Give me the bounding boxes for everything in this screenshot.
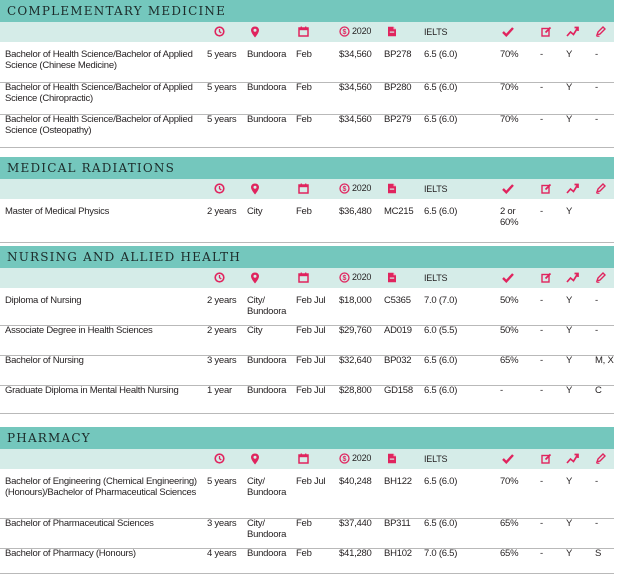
code-icon — [387, 453, 397, 467]
course-fee: $34,560 — [339, 114, 372, 125]
svg-text:$: $ — [342, 275, 347, 283]
check-icon — [502, 453, 514, 467]
course-col-edit: - — [540, 518, 543, 529]
svg-text:$: $ — [342, 186, 347, 194]
course-fee: $32,640 — [339, 355, 372, 366]
edit-icon — [541, 453, 552, 467]
pathway-icon — [566, 26, 579, 40]
course-name: Master of Medical Physics — [5, 206, 110, 217]
course-ielts: 6.5 (6.0) — [424, 355, 458, 366]
fee-icon — [339, 272, 350, 286]
course-name: Bachelor of Engineering (Chemical Engineering) (Honours)/Bachelor of Pharmaceutical Sciences — [5, 476, 197, 498]
course-col-edit: - — [540, 548, 543, 559]
section-title: COMPLEMENTARY MEDICINE — [0, 0, 614, 22]
course-row — [0, 356, 614, 386]
course-fee: $18,000 — [339, 295, 372, 306]
column-icons-row — [0, 449, 614, 469]
course-col-edit: - — [540, 385, 543, 396]
course-fee: $36,480 — [339, 206, 372, 217]
course-row — [0, 50, 614, 83]
duration-icon — [214, 453, 225, 467]
section-title: PHARMACY — [0, 427, 614, 449]
course-col-pathway: Y — [566, 548, 573, 559]
location-icon — [250, 453, 260, 468]
pen-icon — [595, 272, 606, 286]
course-name: Bachelor of Health Science/Bachelor of Applied Science (Chiropractic) — [5, 82, 193, 104]
course-col-edit: - — [540, 476, 543, 487]
course-entry-score: 65% — [500, 355, 519, 366]
course-fee: $40,248 — [339, 476, 372, 487]
course-name: Bachelor of Health Science/Bachelor of Applied Science (Osteopathy) — [5, 114, 193, 136]
section-title: NURSING AND ALLIED HEALTH — [0, 246, 614, 268]
calendar-icon — [298, 26, 309, 40]
course-intake: Feb — [296, 206, 312, 217]
check-icon — [502, 183, 514, 197]
code-icon — [387, 272, 397, 286]
course-col-notes: M, X — [595, 355, 614, 366]
pathway-icon — [566, 453, 579, 467]
course-entry-score: 50% — [500, 295, 519, 306]
calendar-icon — [298, 272, 309, 286]
ielts-label: IELTS — [424, 454, 448, 464]
course-intake: Feb — [296, 114, 312, 125]
course-row — [0, 519, 614, 549]
course-name: Bachelor of Pharmacy (Honours) — [5, 548, 136, 559]
course-col-pathway: Y — [566, 476, 573, 487]
course-location: Bundoora — [247, 385, 287, 396]
course-fee: $28,800 — [339, 385, 372, 396]
table-end-rule — [0, 573, 614, 574]
course-col-pathway: Y — [566, 385, 573, 396]
course-col-notes: - — [595, 476, 598, 487]
course-name: Diploma of Nursing — [5, 295, 82, 306]
course-code: BP279 — [384, 114, 412, 125]
course-entry-score: 70% — [500, 114, 519, 125]
course-fee: $41,280 — [339, 548, 372, 559]
course-col-notes: - — [595, 325, 598, 336]
course-location: City — [247, 206, 263, 217]
course-col-edit: - — [540, 355, 543, 366]
course-col-pathway: Y — [566, 355, 573, 366]
code-icon — [387, 183, 397, 197]
course-ielts: 6.5 (6.0) — [424, 114, 458, 125]
course-col-pathway: Y — [566, 295, 573, 306]
course-intake: Feb Jul — [296, 355, 326, 366]
fee-year-label: 2020 — [352, 26, 372, 36]
course-duration: 1 year — [207, 385, 232, 396]
course-intake: Feb — [296, 82, 312, 93]
course-intake: Feb — [296, 49, 312, 60]
check-icon — [502, 272, 514, 286]
course-entry-score: 70% — [500, 49, 519, 60]
course-row — [0, 83, 614, 115]
course-location: Bundoora — [247, 548, 287, 559]
calendar-icon — [298, 453, 309, 467]
course-col-notes: - — [595, 82, 598, 93]
course-ielts: 7.0 (7.0) — [424, 295, 458, 306]
pen-icon — [595, 183, 606, 197]
code-icon — [387, 26, 397, 40]
fee-year-label: 2020 — [352, 453, 372, 463]
duration-icon — [214, 183, 225, 197]
course-row — [0, 386, 614, 414]
course-location: Bundoora — [247, 49, 287, 60]
course-name: Associate Degree in Health Sciences — [5, 325, 153, 336]
svg-text:$: $ — [342, 29, 347, 37]
course-code: AD019 — [384, 325, 412, 336]
course-ielts: 6.5 (6.0) — [424, 476, 458, 487]
course-col-edit: - — [540, 325, 543, 336]
ielts-label: IELTS — [424, 273, 448, 283]
course-col-pathway: Y — [566, 49, 573, 60]
course-entry-score: 70% — [500, 82, 519, 93]
course-entry-score: 70% — [500, 476, 519, 487]
edit-icon — [541, 272, 552, 286]
course-col-notes: - — [595, 518, 598, 529]
course-col-notes: C — [595, 385, 602, 396]
course-col-pathway: Y — [566, 82, 573, 93]
edit-icon — [541, 183, 552, 197]
course-ielts: 6.5 (6.0) — [424, 49, 458, 60]
course-entry-score: 65% — [500, 548, 519, 559]
course-code: BP278 — [384, 49, 412, 60]
course-col-edit: - — [540, 295, 543, 306]
location-icon — [250, 26, 260, 41]
course-code: BP311 — [384, 518, 411, 529]
course-row — [0, 296, 614, 326]
course-fee: $29,760 — [339, 325, 372, 336]
course-ielts: 6.5 (6.0) — [424, 206, 458, 217]
course-location: City/ Bundoora — [247, 518, 287, 540]
column-icons-row — [0, 268, 614, 288]
pen-icon — [595, 26, 606, 40]
course-duration: 3 years — [207, 355, 237, 366]
location-icon — [250, 183, 260, 198]
section-title: MEDICAL RADIATIONS — [0, 157, 614, 179]
course-entry-score: 2 or 60% — [500, 206, 519, 228]
course-col-edit: - — [540, 206, 543, 217]
course-col-pathway: Y — [566, 325, 573, 336]
course-duration: 5 years — [207, 49, 237, 60]
course-duration: 2 years — [207, 206, 237, 217]
course-row — [0, 115, 614, 148]
svg-text:$: $ — [342, 456, 347, 464]
course-row — [0, 207, 614, 243]
course-name: Bachelor of Pharmaceutical Sciences — [5, 518, 154, 529]
course-fee: $34,560 — [339, 82, 372, 93]
course-code: BH102 — [384, 548, 412, 559]
course-code: GD158 — [384, 385, 413, 396]
pathway-icon — [566, 183, 579, 197]
course-duration: 2 years — [207, 295, 237, 306]
ielts-label: IELTS — [424, 27, 448, 37]
course-ielts: 6.5 (6.0) — [424, 82, 458, 93]
course-entry-score: - — [500, 385, 503, 396]
course-location: City/ Bundoora — [247, 476, 287, 498]
course-ielts: 6.5 (6.0) — [424, 518, 458, 529]
course-fee: $34,560 — [339, 49, 372, 60]
course-code: C5365 — [384, 295, 411, 306]
course-location: City/ Bundoora — [247, 295, 287, 317]
course-duration: 4 years — [207, 548, 237, 559]
pathway-icon — [566, 272, 579, 286]
course-name: Graduate Diploma in Mental Health Nursing — [5, 385, 179, 396]
course-intake: Feb — [296, 518, 312, 529]
course-location: Bundoora — [247, 82, 287, 93]
course-col-notes: - — [595, 49, 598, 60]
course-col-notes: S — [595, 548, 602, 559]
course-intake: Feb Jul — [296, 295, 326, 306]
fee-year-label: 2020 — [352, 183, 372, 193]
course-col-notes: - — [595, 114, 598, 125]
calendar-icon — [298, 183, 309, 197]
course-duration: 2 years — [207, 325, 237, 336]
course-location: Bundoora — [247, 355, 287, 366]
course-location: City — [247, 325, 263, 336]
course-duration: 5 years — [207, 114, 237, 125]
course-col-notes: - — [595, 295, 598, 306]
course-location: Bundoora — [247, 114, 287, 125]
course-row — [0, 549, 614, 576]
ielts-label: IELTS — [424, 184, 448, 194]
course-col-edit: - — [540, 49, 543, 60]
fee-year-label: 2020 — [352, 272, 372, 282]
course-col-edit: - — [540, 114, 543, 125]
duration-icon — [214, 272, 225, 286]
course-col-pathway: Y — [566, 518, 573, 529]
edit-icon — [541, 26, 552, 40]
column-icons-row — [0, 22, 614, 42]
course-col-edit: - — [540, 82, 543, 93]
course-fee: $37,440 — [339, 518, 372, 529]
course-col-pathway: Y — [566, 114, 573, 125]
course-duration: 5 years — [207, 82, 237, 93]
check-icon — [502, 26, 514, 40]
course-entry-score: 65% — [500, 518, 519, 529]
course-row — [0, 477, 614, 519]
course-ielts: 6.0 (5.5) — [424, 325, 458, 336]
course-intake: Feb Jul — [296, 385, 326, 396]
course-ielts: 6.5 (6.0) — [424, 385, 458, 396]
course-code: MC215 — [384, 206, 414, 217]
fee-icon — [339, 26, 350, 40]
course-duration: 3 years — [207, 518, 237, 529]
course-ielts: 7.0 (6.5) — [424, 548, 458, 559]
course-intake: Feb Jul — [296, 476, 326, 487]
course-intake: Feb — [296, 548, 312, 559]
pen-icon — [595, 453, 606, 467]
column-icons-row — [0, 179, 614, 199]
fee-icon — [339, 453, 350, 467]
course-name: Bachelor of Health Science/Bachelor of Applied Science (Chinese Medicine) — [5, 49, 193, 71]
course-entry-score: 50% — [500, 325, 519, 336]
course-duration: 5 years — [207, 476, 237, 487]
course-name: Bachelor of Nursing — [5, 355, 84, 366]
course-code: BH122 — [384, 476, 412, 487]
course-row — [0, 326, 614, 356]
course-code: BP280 — [384, 82, 412, 93]
course-col-pathway: Y — [566, 206, 573, 217]
location-icon — [250, 272, 260, 287]
course-intake: Feb Jul — [296, 325, 326, 336]
course-code: BP032 — [384, 355, 412, 366]
fee-icon — [339, 183, 350, 197]
duration-icon — [214, 26, 225, 40]
